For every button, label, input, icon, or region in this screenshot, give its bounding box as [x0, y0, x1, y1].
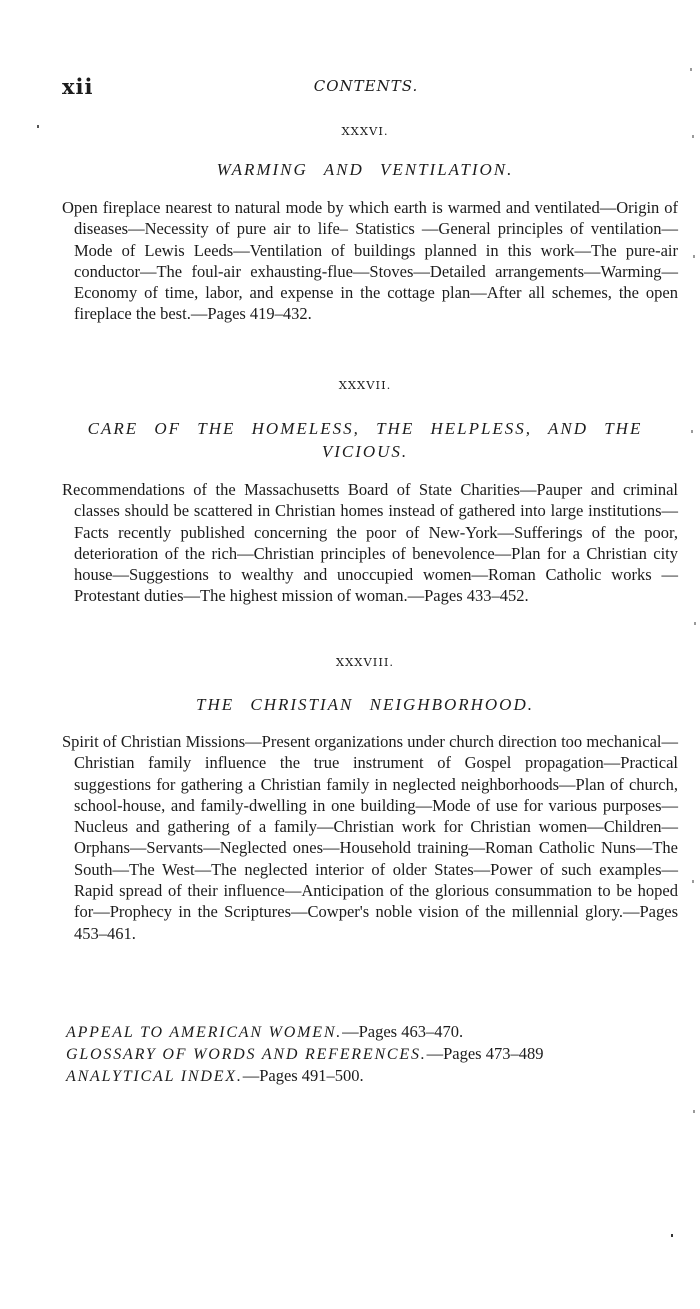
scan-speck [692, 135, 694, 138]
appendix-title: ANALYTICAL INDEX. [66, 1068, 243, 1085]
chapter-title: THE CHRISTIAN NEIGHBORHOOD. [196, 695, 534, 714]
chapter-numeral: XXXVIII. [335, 655, 395, 669]
scan-speck [692, 880, 694, 883]
scan-speck [693, 1110, 695, 1113]
chapter-numeral: XXXVII. [338, 378, 392, 392]
chapter-summary: Open fireplace nearest to natural mode by which earth is warmed and ventilated—Origin of diseases—Necessity of pure air to life– Statistics —General principles of ventilation—Mode of Lewis Leeds—Ventilation of buildings planned in this work—The pure-air conductor—The foul-air exhausting-flue—Stoves—Detailed arrangements—Warming—Economy of time, labor, and expense in the cottage plan—After all schemes, the open fireplace the best.—Pages 419–432. [62, 198, 678, 324]
appendix-title: GLOSSARY OF WORDS AND REFERENCES. [66, 1046, 427, 1063]
appendix-pages: —Pages 491–500. [242, 1066, 364, 1085]
scan-speck [671, 1234, 673, 1237]
appendix-title: APPEAL TO AMERICAN WOMEN. [66, 1024, 343, 1041]
scan-speck [691, 430, 693, 433]
appendix-entry [66, 1065, 670, 1088]
chapter-title: WARMING AND VENTILATION. [216, 160, 514, 179]
running-title: CONTENTS. [313, 77, 419, 95]
scan-speck [693, 255, 695, 258]
chapter-numeral: XXXVI. [341, 124, 389, 138]
scan-speck [694, 622, 696, 625]
scan-speck [37, 125, 39, 128]
appendix-entry [66, 1021, 670, 1044]
page-number: xii [62, 74, 94, 99]
appendix-pages: —Pages 463–470. [342, 1022, 464, 1041]
page-header [62, 74, 670, 104]
chapter-summary: Recommendations of the Massachusetts Board of State Charities—Pauper and criminal classes should be scattered in Christian homes instead of gathered into large institutions—Facts recently published concerning the poor of New-York—Sufferings of the poor, deterioration of the rich—Christian principles of benevolence—Plan for a Christian city house—Suggestions to wealthy and unoccupied women—Roman Catholic works —Protestant duties—The highest mission of woman.—Pages 433–452. [62, 480, 678, 606]
appendix-entry [66, 1043, 670, 1066]
scan-speck [690, 68, 692, 71]
appendix-pages: —Pages 473–489 [426, 1044, 544, 1063]
chapter-title: CARE OF THE HOMELESS, THE HELPLESS, AND THE VICIOUS. [87, 419, 643, 461]
chapter-summary: Spirit of Christian Missions—Present organizations under church direction too mechanical—Christian family influence the true instrument of Gospel propagation—Practical suggestions for gathering a Christian family in neglected neighborhoods—Plan of church, school-house, and family-dwelling in one building—Mode of use for various purposes—Nucleus and gathering of a family—Christian work for Christian women—Children—Orphans—Servants—Neglected ones—Household training—Roman Catholic Nuns—The South—The West—The neglected interior of older States—Power of such examples—Rapid spread of their influence—Anticipation of the glorious consummation to be hoped for—Prophecy in the Scriptures—Cowper's noble vision of the millennial glory.—Pages 453–461. [62, 732, 678, 943]
